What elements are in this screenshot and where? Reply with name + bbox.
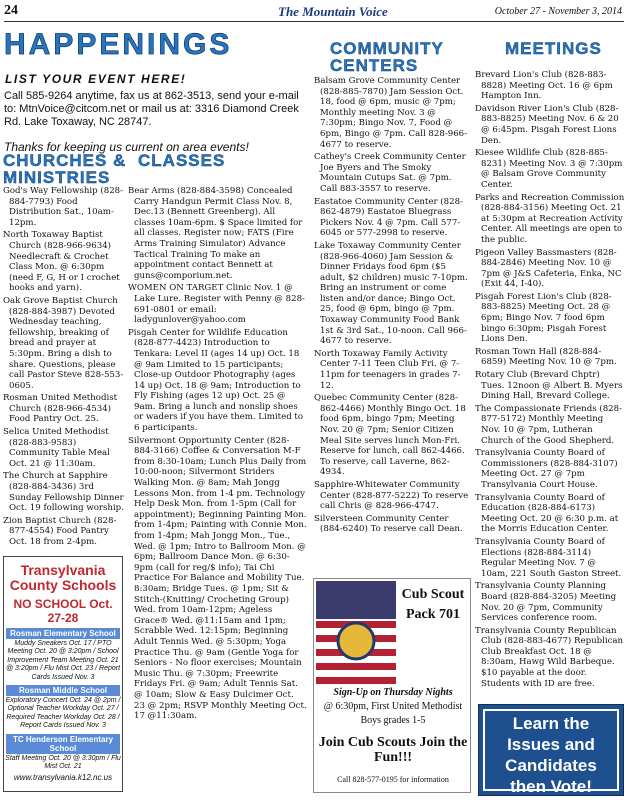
list-item: Brevard Lion's Club (828-883-8828) Meeting Oct. 16 @ 6pm Hampton Inn. [475,70,613,102]
happenings-title: HAPPENINGS [4,28,233,61]
list-item: Transylvania County Republican Club (828-883-4677) Republican Club Breakfast Oct. 18 @ 8:30am, Hawg Wild Barbeque. $10 payable at the door. Students with ID are free. [475,625,624,689]
tc-henderson-heading: TC Henderson Elementary School [6,734,120,754]
list-item: The Compassionate Friends (828-877-5172) Monthly Meeting Nov. 10 @ 7pm, Lutheran Church of the Good Shepherd. [475,403,623,446]
list-item: God's Way Fellowship (828-884-7793) Food Distribution Sat., 10am-12pm. [3,186,124,228]
list-item: Transylvania County Board of Elections (828-884-3114) Regular Meeting Nov. 7 @ 10am, 221 South Gaston Street. [475,536,622,579]
list-item: Rosman United Methodist Church (828-966-4534) Food Pantry Oct. 25. [3,393,118,425]
cub-scout-join: Join Cub Scouts Join the Fun!!! [318,735,468,765]
list-item: Silversteen Community Center (884-6240) To reserve call Dean. [314,513,463,535]
cub-scout-signup: Sign-Up on Thursday Nights [333,687,453,698]
cub-scout-phone: Call 828-577-0195 for information [337,775,449,784]
list-item: Eastatoe Community Center (828-862-4879) Eastatoe Bluegrass Pickers Nov. 4 @ 7pm. Call 577-6045 or 577-2998 to reserve. [314,196,463,239]
schools-url[interactable]: www.transylvania.k12.nc.us [13,773,113,783]
cub-scout-title: Cub Scout Pack 701 [401,587,465,622]
issue-date: October 27 - November 3, 2014 [494,6,622,17]
submission-instructions: Call 585-9264 anytime, fax us at 862-3513, send your e-mail to: MtnVoice@citcom.net or mail us at: 3316 Diamond Creek Rd. Lake Toxaway, NC 28747. [4,90,299,128]
no-school-notice: NO SCHOOL Oct. 27-28 [13,597,113,625]
rosman-middle-heading: Rosman Middle School [6,685,120,696]
list-item: Quebec Community Center (828-862-4466) Monthly Bingo Oct. 18 food 6pm, bingo 7pm; Meeting Nov. 20 @ 7pm; Senior Citizen Meal Site serves lunch Mon-Fri. Reserve for lunch, call 862-4466. To reserve, call Laverne, 862-4934. [314,393,466,478]
list-item: Pisgah Center for Wildlife Education (828-877-4423) Introduction to Tenkara: Level II (ages 14 up) Oct. 18 @ 9am Limited to 15 participants; Close-up Outdoor Photography (ages 14 up) Oct. 18 @ 9am; Introduction to Fly Fishing (ages 12 up) Oct. 25 @ 9am. Bring a lunch and nonslip shoes or waders if you have them. Limited to 6 participants. [128,327,304,434]
american-flag-icon [316,581,396,685]
list-item: Pigeon Valley Bassmasters (828-884-2846) Meeting Nov. 10 @ 7pm @ J&S Cafeteria, Enka, NC (Exit 44, I-40). [475,247,622,290]
schools-flyer [3,556,123,792]
cub-scout-grades: Boys grades 1-5 [360,715,426,726]
rosman-elementary-heading: Rosman Elementary School [6,628,120,639]
page-number: 24 [4,3,18,18]
list-item: Rosman Town Hall (828-884-6859) Meeting Nov. 10 @ 7pm. [475,346,617,368]
list-item: Pisgah Forest Lion's Club (828-883-8825) Meeting Oct. 28 @ 6pm; Bingo Nov. 7 food 6pm bingo 6:30pm; Pisgah Forest Lions Den. [475,291,612,345]
community-column [314,76,470,576]
list-item: The Church at Sapphire (828-884-3436) 3rd Sunday Fellowship Dinner Oct. 19 following worship. [3,471,124,514]
list-item: North Toxaway Baptist Church (828-966-9634) Needlecraft & Crochet Class Mon. @ 6:30pm (need F, G, H or I crochet hooks and yarn). [3,230,120,294]
cub-scout-ad [313,578,471,793]
cub-scout-time-place: @ 6:30pm, First United Methodist [323,701,463,712]
churches-heading: CHURCHES & MINISTRIES [3,151,127,187]
list-item: Oak Grove Baptist Church (828-884-3987) Devoted Wednesday teaching, fellowship, breaking of bread and prayer at 5:30pm. Bring a dish to share. Questions, please call Pastor Steve 828-553-0605. [3,295,124,391]
list-item: Cathey's Creek Community Center Joe Byers and The Smoky Mountain Cutups Sat. @ 7pm. Call 883-3557 to reserve. [314,152,466,194]
churches-column [3,186,125,550]
meetings-heading: MEETINGS [505,39,602,58]
header-rule [4,21,624,22]
tc-henderson-events: Staff Meeting Oct. 20 @ 3:30pm / Flu Mist Oct. 21 [5,754,121,771]
thanks-note: Thanks for keeping us current on area events! [4,140,249,154]
list-item: Transylvania County Planning Board (828-884-3205) Meeting Nov. 20 @ 7pm, Community Services conference room. [475,581,617,624]
list-item: Silvermont Opportunity Center (828-884-3166) Coffee & Conversation M-F from 8:30-10am; Lunch Plus Daily from 10:00-noon; Silvermont Striders Walking Mon. @ 8am; Mah Jongg Lessons Mon. from 1-4 pm. Technology Help Desk Mon. from 1-5pm (Call for appointment); Beginning Painting Mon. from 1-4pm; Painting with Connie Mon. from 1-4pm; Mah Jongg Mon., Tue., Wed. @ 1pm; Intro to Ballroom Mon. @ 6pm; Ballroom Dance Mon. @ 6:30-9pm (call for reg/$ info); Tai Chi Practice For Balance and Mobility Tue. 8:30am; Bridge Tues. @ 1pm; Sit & Stitch-(Knitting/ Crocheting Group) Wed. from 10am-12pm; Ageless Grace® Wed. @11:15am and 1pm; Scrabble Wed. 12:15pm; Beginning Adult Tennis Wed. @ 5:30pm; Yoga Practice Thu. @ 9am (Gentle Yoga for Seniors - No floor exercises; Mountain Music Thu. @ 7:30pm; Freewrite Fridays Fri. @ 9am; Adult Tennis Sat. @ 10am; Slow & Easy Dulcimer Oct. 23 @ 2pm; RSVP Monthly Meeting Oct. 17 @11:30am. [128,435,307,722]
list-item: Kiesee Wildlife Club (828-885-8231) Meeting Nov. 3 @ 7:30pm @ Balsam Grove Community Center. [475,148,623,190]
meetings-column [475,70,625,702]
classes-heading: CLASSES [138,151,226,170]
list-item: Transylvania County Board of Education (828-884-6173) Meeting Oct. 20 @ 6:30 p.m. at the Morris Education Center. [475,492,619,535]
list-item: Selica United Methodist (828-883-9583) Community Table Meal Oct. 21 @ 11:30am. [3,427,110,469]
list-item: Sapphire-Whitewater Community Center (828-877-5222) To reserve call Chris @ 828-966-4747. [314,479,469,512]
list-item: Balsam Grove Community Center (828-885-7870) Jam Session Oct. 18, food @ 6pm, music @ 7pm; Monthly meeting Nov. 3 @ 7:30pm; Bingo Nov. 7, Food @ 6pm, Bingo @ 7pm. Call 828-966-4677 to reserve. [314,76,468,150]
community-heading: COMMUNITY CENTERS [330,39,444,75]
publication-name: The Mountain Voice [278,4,388,19]
list-item: WOMEN ON TARGET Clinic Nov. 1 @ Lake Lure. Register with Penny @ 828-691-0801 or email: ladygunlover@yahoo.com [128,283,305,326]
classes-column [128,186,307,794]
list-item: Lake Toxaway Community Center (828-966-4060) Jam Session & Dinner Fridays food 6pm ($5 adult, $2 children) music 7-10pm. Bring an instrument or come listen and/or dance; Bingo Oct. 25, food @ 6pm, bingo @ 7pm. Toxaway Community Food Bank 1st & 3rd Sat., 10-noon. Call 966-4677 to reserve. [314,240,468,347]
list-item: Rotary Club (Brevard Chptr) Tues. 12noon @ Albert B. Myers Dining Hall, Brevard College. [475,370,623,402]
list-item: North Toxaway Family Activity Center 7-11 Teen Club Fri. @ 7-11pm for teenagers in grades 7-12. [314,348,461,391]
happenings-subtitle: LIST YOUR EVENT HERE! [5,72,187,86]
rosman-middle-events: Exploratory Concert Oct. 24 @ 2pm / Optional Teacher Workday Oct. 27 / Required Teacher Workday Oct. 28 / Report Cards Issued Nov. 3 [5,697,121,730]
rosman-elementary-events: Muddy Sneakers Oct. 17 / PTO Meeting Oct. 20 @ 3:20pm / School Improvement Team Meeting Oct. 21 @ 3:20pm / Flu Mist Oct. 23 / Report Cards Issued Nov. 3 [5,640,121,681]
list-item: Zion Baptist Church (828-877-4554) Food Pantry Oct. 18 from 2-4pm. [3,515,117,547]
list-item: Bear Arms (828-884-3598) Concealed Carry Handgun Permit Class Nov. 8, Dec.13 (Bennett Greenberg). All classes 10am-6pm. $ Space limited for all classes. Register now; FATS (Fire Arms Training Simulator) Advance Tactical Training To make an appointment contact Bennett at guns@comporium.net. [128,186,303,281]
schools-flyer-title: Transylvania County Schools [9,562,117,593]
vote-ad-text: Learn the Issues and Candidates then Vote! [483,709,619,791]
list-item: Parks and Recreation Commission (828-884-3156) Meeting Oct. 21 at 5:30pm at Recreation Activity Center. All meetings are open to the public. [475,192,625,245]
vote-ad [478,704,624,796]
list-item: Transylvania County Board of Commissioners (828-884-3107) Meeting Oct. 27 @ 7pm Transylvania Court House. [475,448,618,490]
list-item: Davidson River Lion's Club (828-883-8825) Meeting Nov. 6 & 20 @ 6:45pm. Pisgah Forest Lions Den. [475,103,619,146]
